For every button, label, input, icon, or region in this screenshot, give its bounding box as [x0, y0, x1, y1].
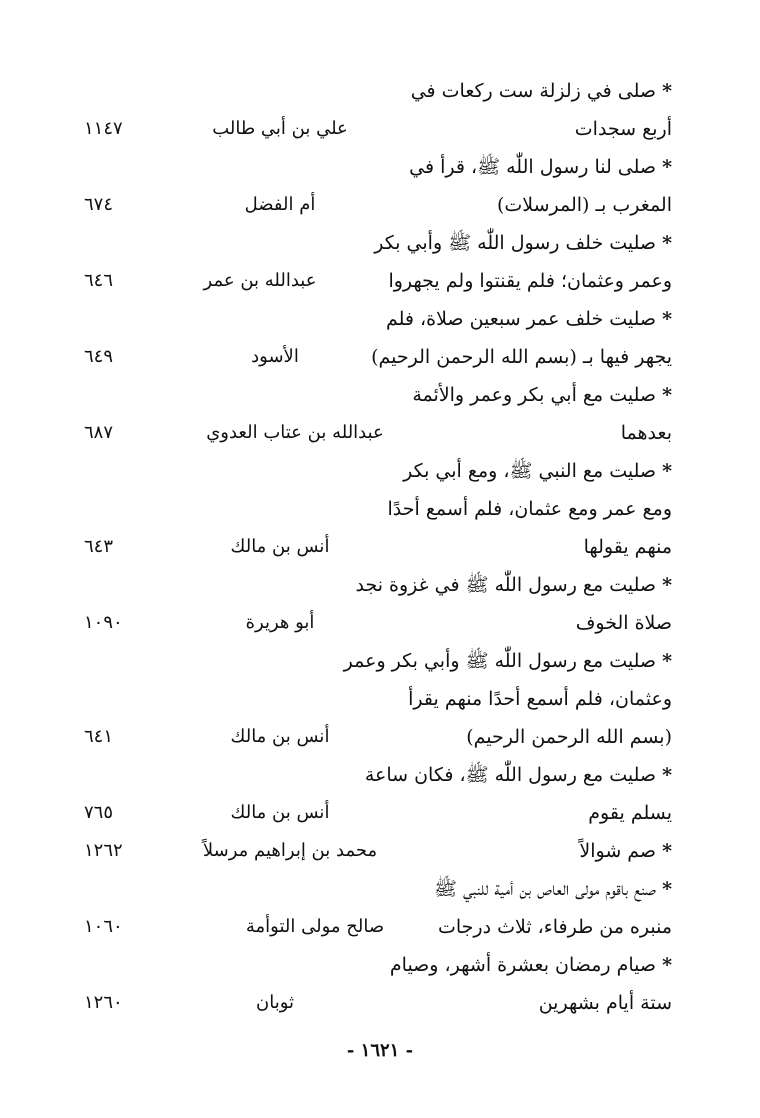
entry-line: [0, 908, 760, 946]
narrator: أبو هريرة: [245, 612, 315, 633]
entry-text: *صليت خلف رسول اللّٰه ﷺ وأبي بكر: [374, 232, 672, 254]
entry-text: المغرب بـ (المرسلات): [496, 194, 672, 216]
narrator: أنس بن مالك: [230, 726, 330, 747]
entry-line: [0, 718, 760, 756]
entry-line: [0, 148, 760, 186]
entry-line: [0, 452, 760, 490]
hadith-number: ١٢٦٢: [84, 840, 123, 861]
hadith-number: ٦٤٩: [84, 346, 114, 367]
entry-text: منبره من طرفاء، ثلاث درجات: [438, 916, 672, 938]
entry-text: *صلى في زلزلة ست ركعات في: [410, 80, 672, 102]
entry-text: ومع عمر ومع عثمان، فلم أسمع أحدًا: [387, 498, 672, 520]
hadith-number: ٦٤٦: [84, 270, 114, 291]
entry-line: [0, 680, 760, 718]
entry-text: *صلى لنا رسول اللّٰه ﷺ، قرأ في: [409, 156, 672, 178]
hadith-number: ٦٤١: [84, 726, 114, 747]
bullet-star: *: [662, 232, 672, 254]
bullet-star: *: [662, 460, 672, 482]
narrator: عبدالله بن عتاب العدوي: [206, 422, 384, 443]
entry-line: [0, 72, 760, 110]
bullet-star: *: [662, 954, 672, 976]
narrator: ثوبان: [255, 992, 295, 1013]
narrator: صالح مولى التوأمة: [245, 916, 385, 937]
entry-line: [0, 528, 760, 566]
entry-text: أربع سجدات: [574, 118, 672, 140]
bullet-star: *: [662, 308, 672, 330]
entry-line: [0, 338, 760, 376]
entry-line: [0, 946, 760, 984]
hadith-number: ١٠٦٠: [84, 916, 123, 937]
hadith-number: ١٢٦٠: [84, 992, 123, 1013]
entry-text: صلاة الخوف: [575, 612, 672, 634]
entry-line: [0, 414, 760, 452]
entry-text: *صليت مع أبي بكر وعمر والأئمة: [412, 384, 672, 406]
bullet-star: *: [662, 156, 672, 178]
entry-text: ستة أيام بشهرين: [538, 992, 672, 1014]
page-number: - ١٦٢١ -: [346, 1040, 414, 1061]
narrator: عبدالله بن عمر: [203, 270, 317, 291]
narrator: أنس بن مالك: [230, 536, 330, 557]
entry-text: وعمر وعثمان؛ فلم يقنتوا ولم يجهروا: [388, 270, 672, 292]
entry-text: *صم شوالاً: [579, 840, 672, 862]
bullet-star: *: [662, 574, 672, 596]
bullet-star: *: [662, 840, 672, 862]
entry-text: بعدهما: [620, 422, 672, 444]
entry-line: [0, 262, 760, 300]
hadith-number: ٦٧٤: [84, 194, 114, 215]
entry-text: وعثمان، فلم أسمع أحدًا منهم يقرأ: [408, 688, 672, 710]
entry-text: (بسم الله الرحمن الرحيم): [466, 726, 672, 748]
entry-line: [0, 376, 760, 414]
entry-text: *صليت خلف عمر سبعين صلاة، فلم: [385, 308, 672, 330]
entry-text: *صليت مع رسول اللّٰه ﷺ، فكان ساعة: [364, 764, 672, 786]
entry-line: [0, 604, 760, 642]
bullet-star: *: [662, 878, 672, 900]
entry-line: [0, 300, 760, 338]
entry-line: [0, 870, 760, 908]
narrator: أنس بن مالك: [230, 802, 330, 823]
entry-text: *صليت مع رسول اللّٰه ﷺ في غزوة نجد: [355, 574, 672, 596]
entry-line: [0, 186, 760, 224]
entry-text: *صليت مع النبي ﷺ، ومع أبي بكر: [403, 460, 672, 482]
entry-text: *صنع باقوم مولى العاص بن أمية للنبي ﷺ: [434, 878, 672, 900]
bullet-star: *: [662, 650, 672, 672]
hadith-number: ٧٦٥: [84, 802, 114, 823]
entry-text: منهم يقولها: [583, 536, 672, 558]
hadith-number: ١١٤٧: [84, 118, 123, 139]
hadith-number: ١٠٩٠: [84, 612, 123, 633]
entry-line: [0, 756, 760, 794]
entry-line: [0, 224, 760, 262]
narrator: محمد بن إبراهيم مرسلاً: [202, 840, 378, 861]
entry-text: يجهر فيها بـ (بسم الله الرحمن الرحيم): [371, 346, 672, 368]
narrator: علي بن أبي طالب: [212, 118, 348, 139]
entry-text: *صليت مع رسول اللّٰه ﷺ وأبي بكر وعمر: [343, 650, 672, 672]
hadith-number: ٦٨٧: [84, 422, 114, 443]
entry-line: [0, 794, 760, 832]
bullet-star: *: [662, 764, 672, 786]
entry-line: [0, 984, 760, 1022]
narrator: أم الفضل: [244, 194, 316, 215]
entry-line: [0, 642, 760, 680]
bullet-star: *: [662, 384, 672, 406]
entry-line: [0, 490, 760, 528]
hadith-number: ٦٤٣: [84, 536, 114, 557]
bullet-star: *: [662, 80, 672, 102]
entry-text: *صيام رمضان بعشرة أشهر، وصيام: [389, 954, 672, 976]
entry-text: يسلم يقوم: [588, 802, 672, 824]
entry-line: [0, 832, 760, 870]
entry-line: [0, 110, 760, 148]
entry-line: [0, 566, 760, 604]
narrator: الأسود: [251, 346, 299, 367]
